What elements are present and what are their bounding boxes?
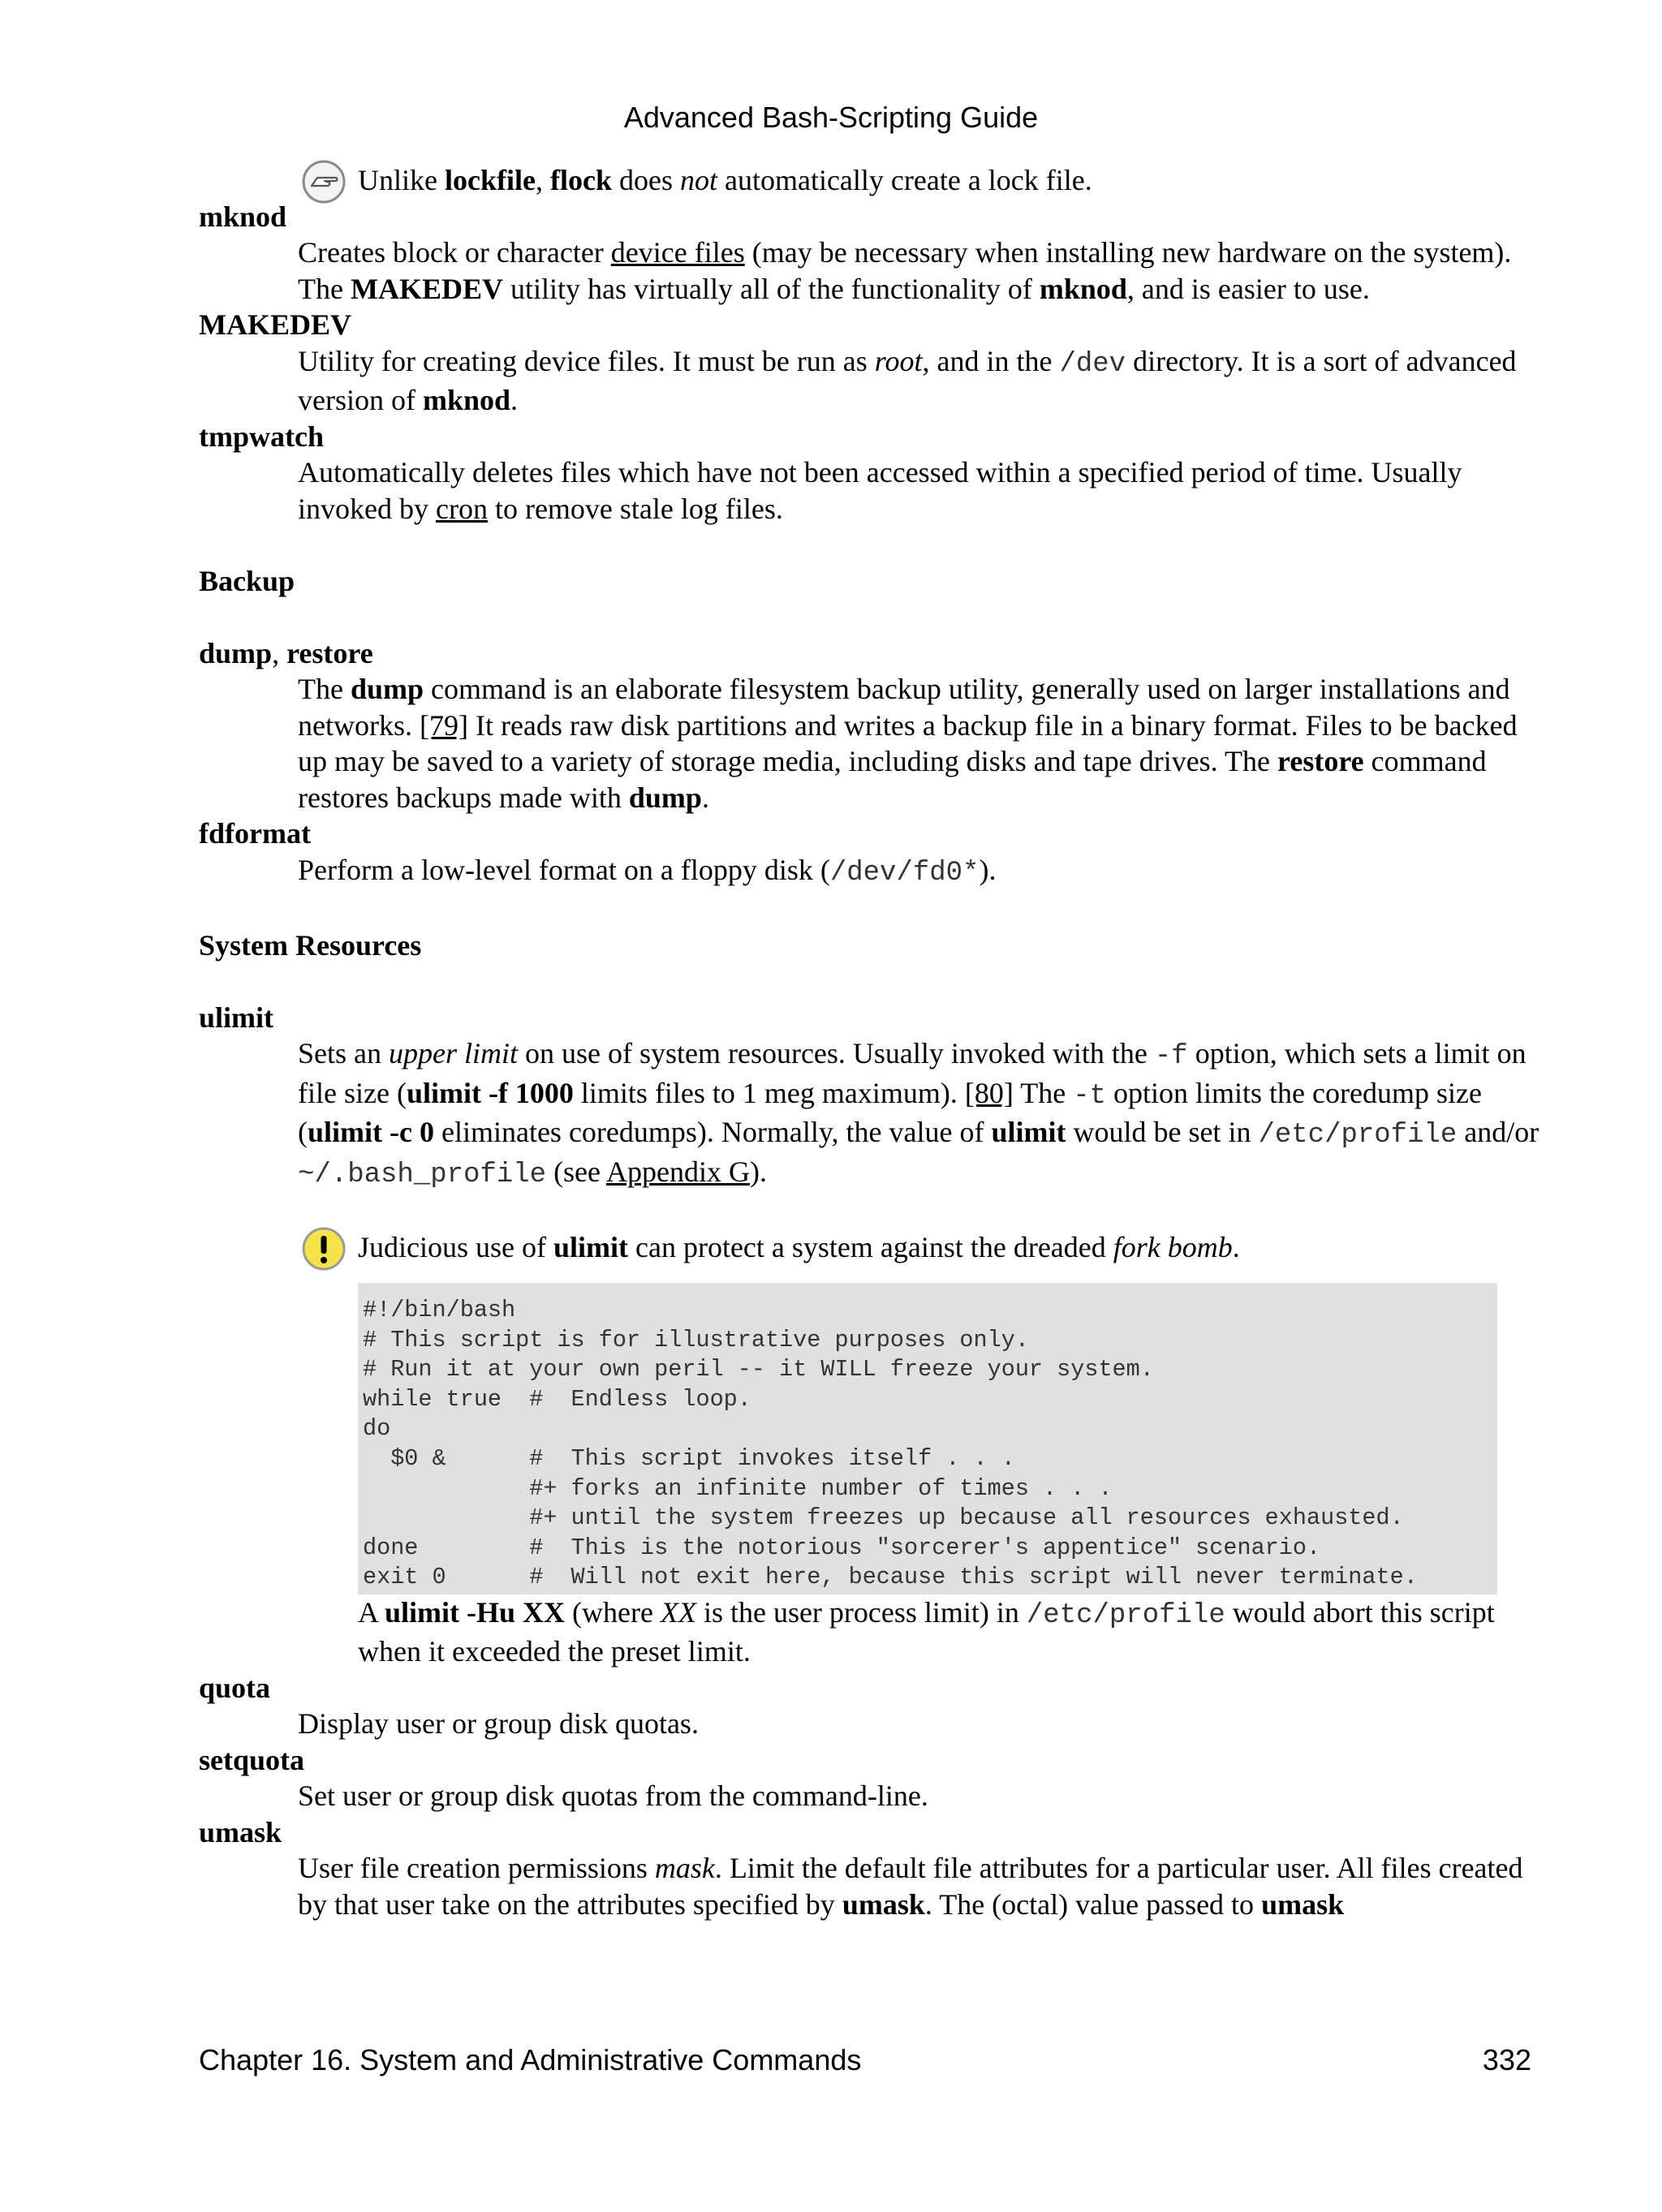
- footer-chapter: Chapter 16. System and Administrative Commands: [199, 2043, 862, 2076]
- link-appendix-g[interactable]: Appendix G: [606, 1155, 751, 1188]
- text-after-code: A ulimit -Hu XX (where XX is the user process limit) in /etc/profile would abort this script when it exceeded the preset limit.: [358, 1595, 1495, 1668]
- term-tmpwatch: tmpwatch: [199, 420, 324, 453]
- term-fdformat: fdformat: [199, 817, 311, 850]
- warning-icon: [301, 1226, 347, 1272]
- page-header: Advanced Bash-Scripting Guide: [623, 101, 1039, 134]
- page-content: [199, 162, 1546, 1922]
- term-umask: umask: [199, 1815, 282, 1848]
- heading-system-resources: System Resources: [199, 928, 422, 962]
- desc-mknod: Creates block or character device files (may be necessary when installing new hardware on the system). The MAKEDEV utility has virtually all of the functionality of mknod, and is easier to use.: [298, 236, 1512, 305]
- note-icon: [301, 159, 347, 204]
- link-device-files[interactable]: device files: [610, 236, 745, 269]
- term-dump-restore: dump, restore: [199, 636, 373, 669]
- term-quota: quota: [199, 1671, 271, 1704]
- desc-fdformat: Perform a low-level format on a floppy disk (/dev/fd0*).: [298, 853, 997, 889]
- desc-makedev: Utility for creating device files. It must be run as root, and in the /dev directory. It is a sort of advanced version of mknod.: [298, 344, 1517, 416]
- code-fork-bomb: #!/bin/bash # This script is for illustrative purposes only. # Run it at your own peril -- it WILL freeze your system. while true # Endless loop. do $0 & # This script invokes itself . . . #+ forks an infinite number of times . . . #+ until the system freezes up because all resources exhausted. done # This is the notorious "sorcerer's appentice" scenario. exit 0 # Will not exit here, because this script will never terminate.: [358, 1283, 1497, 1594]
- term-ulimit: ulimit: [199, 1001, 274, 1034]
- desc-setquota: Set user or group disk quotas from the command-line.: [298, 1779, 928, 1813]
- footer-page-number: 332: [1482, 2043, 1531, 2076]
- desc-ulimit: Sets an upper limit on use of system resources. Usually invoked with the -f option, which sets a limit on file size (ulimit -f 1000 limits files to 1 meg maximum). [80] The -t option limits the coredump size (ulimit -c 0 eliminates coredumps). Normally, the value of ulimit would be set in /etc/profile and/or ~/.bash_profile (see Appendix G).: [298, 1037, 1539, 1190]
- term-setquota: setquota: [199, 1743, 305, 1776]
- link-cron[interactable]: cron: [435, 492, 488, 525]
- heading-backup: Backup: [199, 564, 295, 597]
- term-mknod: mknod: [199, 200, 287, 233]
- desc-umask: User file creation permissions mask. Limit the default file attributes for a particular user. All files created by that user take on the attributes specified by umask. The (octal) value passed to umask: [298, 1852, 1523, 1921]
- desc-dump: The dump command is an elaborate filesystem backup utility, generally used on larger installations and networks. [79] It reads raw disk partitions and writes a backup file in a binary format. Files to be backed up may be saved to a variety of storage media, including disks and tape drives. The restore command restores backups made with dump.: [298, 673, 1518, 814]
- page-footer: [199, 2042, 1531, 2079]
- term-makedev: MAKEDEV: [199, 308, 351, 341]
- desc-tmpwatch: Automatically deletes files which have not been accessed within a specified period of time. Usually invoked by cron to remove stale log files.: [298, 456, 1462, 525]
- warning-ulimit: Judicious use of ulimit can protect a system against the dreaded fork bomb.: [298, 1229, 1546, 1266]
- desc-quota: Display user or group disk quotas.: [298, 1707, 699, 1741]
- note-lockfile: Unlike lockfile, flock does not automatically create a lock file.: [298, 162, 1546, 199]
- footnote-link-80[interactable]: [80]: [964, 1076, 1014, 1109]
- footnote-link-79[interactable]: [79]: [419, 708, 468, 742]
